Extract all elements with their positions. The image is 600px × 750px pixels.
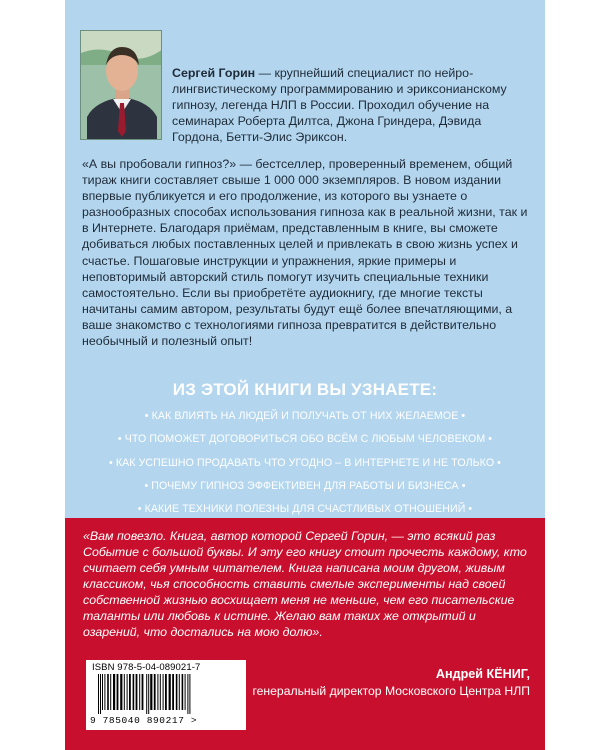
barcode-digits: 9 785040 890217 > xyxy=(90,715,198,726)
barcode-icon xyxy=(96,674,236,714)
bullet-icon: • xyxy=(109,456,113,469)
list-item: • КАКИЕ ТЕХНИКИ ПОЛЕЗНЫ ДЛЯ СЧАСТЛИВЫХ ОТНОШЕНИЙ • xyxy=(65,498,545,521)
bullet-icon: • xyxy=(461,410,466,422)
author-name: Сергей Горин xyxy=(172,66,256,80)
book-description: «А вы пробовали гипноз?» — бестселлер, проверенный временем, общий тираж книги составляет свыше 1 000 000 экземпляров. В новом издании впервые публикуется и его продолжение, из которого вы узнаете о разнообразных способах использования гипноза как в реальной жизни, так и в Интернете. Благодаря приёмам, представленным в книге, вы сможете добиваться любых поставленных целей и привлекать в свою жизнь успех и счастье. Пошаговые инструкции и упражнения, яркие примеры и неповторимый авторский стиль помогут изучить специальные техники самостоятельно. Если вы приобретёте аудиокнигу, где многие тексты начитаны самим автором, результаты будут ещё более впечатляющими, а ваше знакомство с технологиями гипноза превратится в действительно необычный и полезный опыт! xyxy=(82,157,528,349)
learn-list xyxy=(65,405,545,521)
bullet-icon: • xyxy=(468,503,473,516)
quote-author-title: генеральный директор Московского Центра НЛП xyxy=(252,684,530,698)
author-bio xyxy=(172,65,527,145)
bullet-icon: • xyxy=(144,410,149,422)
learn-heading: ИЗ ЭТОЙ КНИГИ ВЫ УЗНАЕТЕ: xyxy=(172,380,438,399)
bullet-icon: • xyxy=(137,503,142,516)
barcode-block xyxy=(86,660,246,730)
bullet-icon: • xyxy=(144,479,149,492)
author-photo xyxy=(80,30,162,140)
author-bio-text: — крупнейший специалист по нейролингвистическому программированию и эриксонианскому гипнозу, легенда НЛП в России. Проходил обучение на семинарах Роберта Дилтса, Джона Гриндера, Дэвида Гордона, Бетти-Элис Эриксон. xyxy=(172,66,507,144)
bullet-icon: • xyxy=(497,456,501,469)
author-portrait-icon xyxy=(81,31,162,140)
bullet-icon: • xyxy=(461,479,466,492)
isbn-number: ISBN 978-5-04-089021-7 xyxy=(92,662,201,673)
bullet-icon: • xyxy=(488,433,493,446)
quote-author-name: Андрей КЁНИГ, xyxy=(435,667,530,681)
bullet-icon: • xyxy=(117,433,122,446)
list-item: • ЧТО ПОМОЖЕТ ДОГОВОРИТЬСЯ ОБО ВСЁМ С ЛЮБЫМ ЧЕЛОВЕКОМ • xyxy=(65,428,545,451)
testimonial-quote: «Вам повезло. Книга, автор которой Сергей Горин, — это всякий раз Событие с большой буквы. И эту его книгу стоит прочесть каждому, кто считает себя умным читателем. Книга написана моим другом, живым классиком, чья способность ставить смелые эксперименты над своей собственной жизнью восхищает меня не меньше, чем его писательские таланты или любовь к истине. Желаю вам таких же открытий и озарений, что достались на мою долю». xyxy=(83,529,527,639)
list-item: • КАК УСПЕШНО ПРОДАВАТЬ ЧТО УГОДНО – В ИНТЕРНЕТЕ И НЕ ТОЛЬКО • xyxy=(65,452,545,475)
list-item: • ПОЧЕМУ ГИПНОЗ ЭФФЕКТИВЕН ДЛЯ РАБОТЫ И БИЗНЕСА • xyxy=(65,475,545,498)
list-item: • КАК ВЛИЯТЬ НА ЛЮДЕЙ И ПОЛУЧАТЬ ОТ НИХ ЖЕЛАЕМОЕ • xyxy=(65,405,545,428)
